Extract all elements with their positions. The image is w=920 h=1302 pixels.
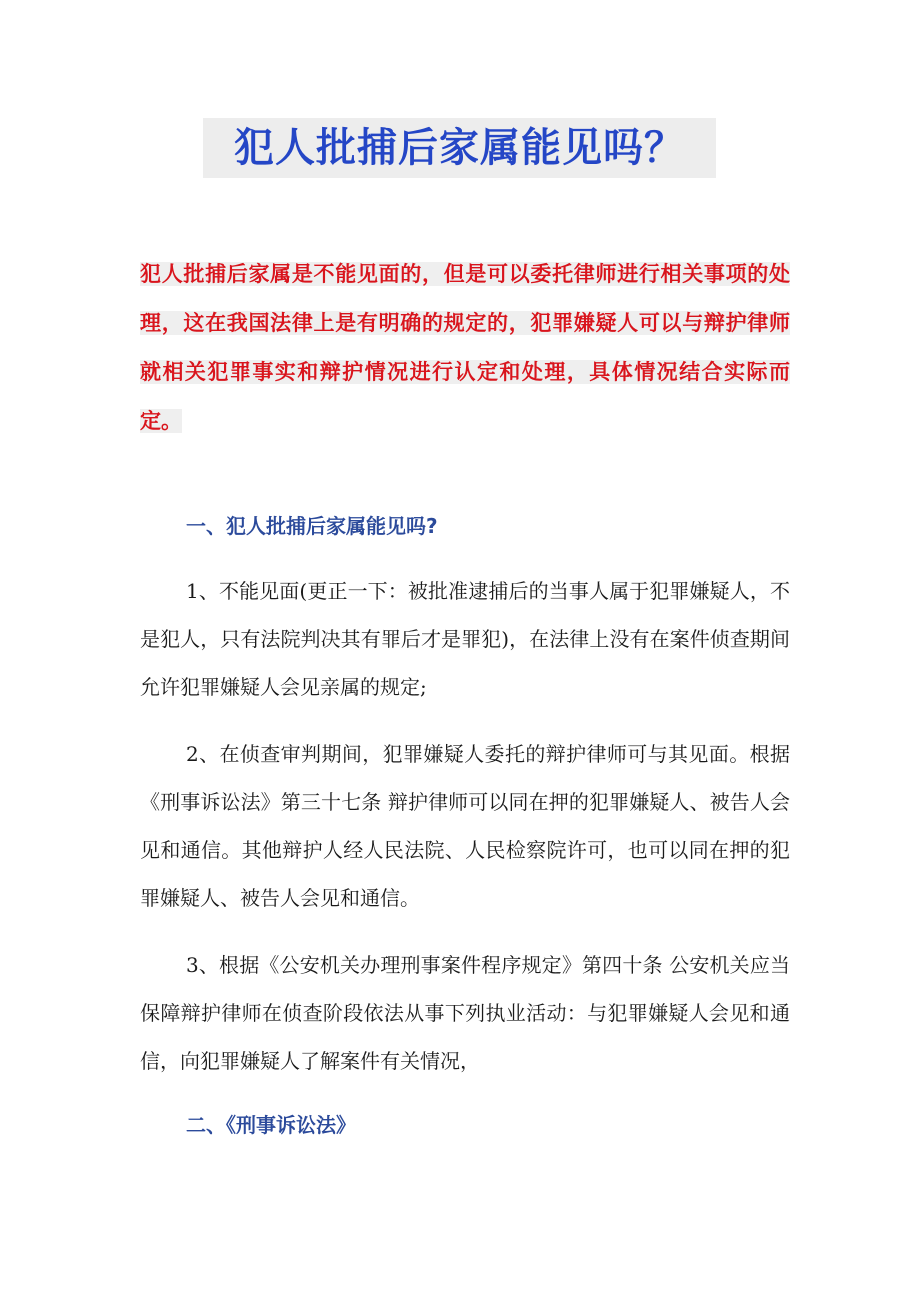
page-title: 犯人批捕后家属能见吗？ <box>203 118 716 178</box>
section-heading-2: 二、《刑事诉讼法》 <box>186 1113 356 1137</box>
paragraph-3: 3、根据《公安机关办理刑事案件程序规定》第四十条 公安机关应当保障辩护律师在侦查阶段依法从事下列执业活动：与犯罪嫌疑人会见和通信，向犯罪嫌疑人了解案件有关情况， <box>140 953 790 1073</box>
paragraph-2: 2、在侦查审判期间，犯罪嫌疑人委托的辩护律师可与其见面。根据《刑事诉讼法》第三十七条 辩护律师可以同在押的犯罪嫌疑人、被告人会见和通信。其他辩护人经人民法院、人民检察院许可，也可以同在押的犯罪嫌疑人、被告人会见和通信。 <box>140 742 790 910</box>
paragraph-1: 1、不能见面(更正一下：被批准逮捕后的当事人属于犯罪嫌疑人，不是犯人，只有法院判决其有罪后才是罪犯)，在法律上没有在案件侦查期间允许犯罪嫌疑人会见亲属的规定; <box>140 579 790 699</box>
summary-text: 犯人批捕后家属是不能见面的，但是可以委托律师进行相关事项的处理，这在我国法律上是有明确的规定的，犯罪嫌疑人可以与辩护律师就相关犯罪事实和辩护情况进行认定和处理，具体情况结合实际而定。 <box>140 262 790 433</box>
section-heading-1: 一、犯人批捕后家属能见吗? <box>186 514 438 538</box>
summary-paragraph <box>140 250 790 446</box>
